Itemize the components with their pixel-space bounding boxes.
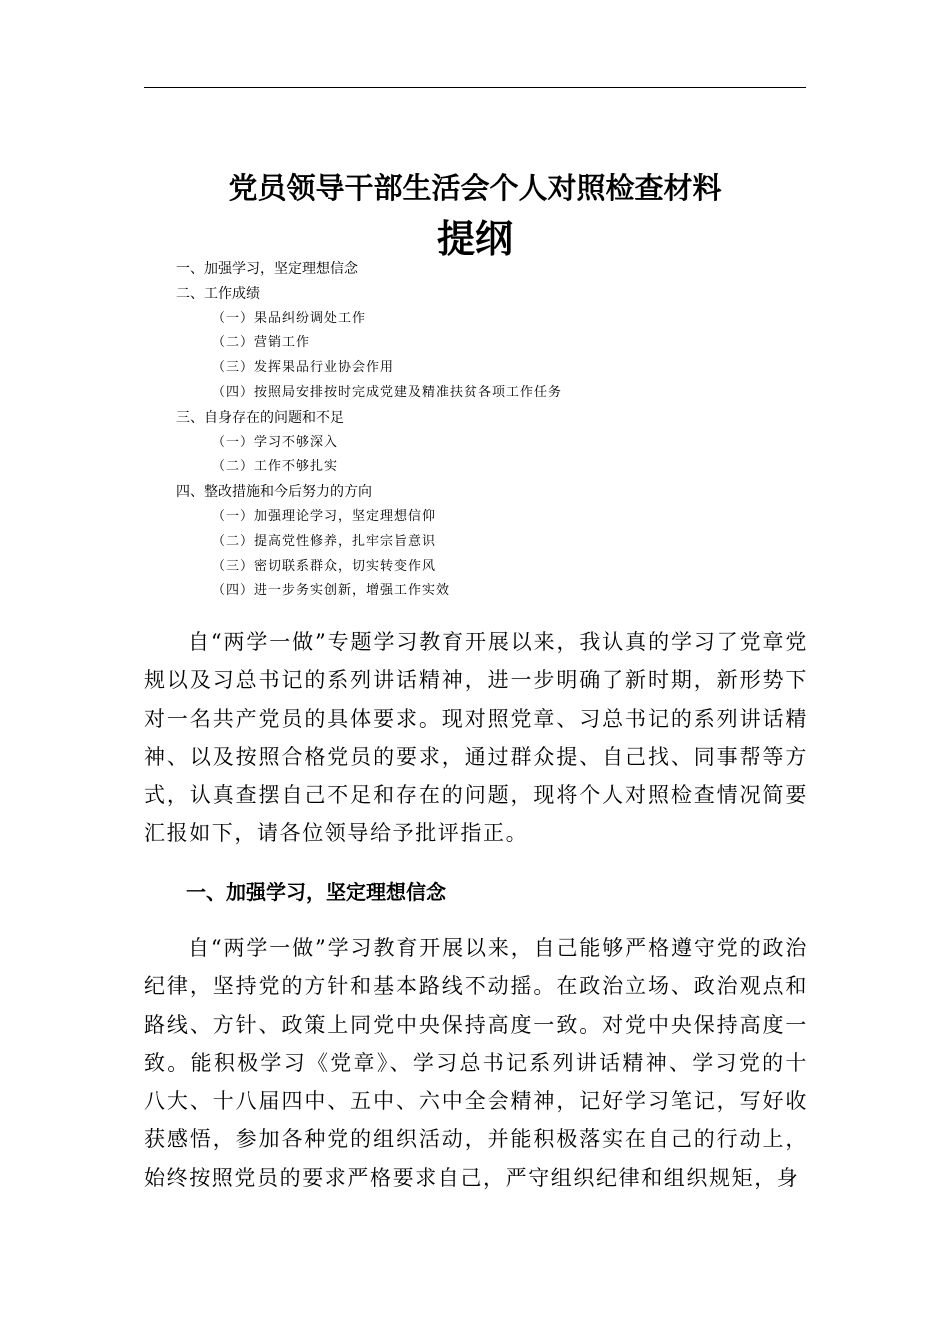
outline-subitem: （一）果品纠纷调处工作 <box>212 310 367 326</box>
outline-subitem: （二）营销工作 <box>212 335 311 351</box>
outline-item: 一、加强学习，坚定理想信念 <box>176 261 358 277</box>
outline-subitem: （一）学习不够深入 <box>212 434 339 450</box>
outline-subitem: （二）提高党性修养，扎牢宗旨意识 <box>212 533 437 549</box>
outline-subitem: （四）进一步务实创新，增强工作实效 <box>212 583 451 599</box>
section-heading: 一、加强学习，坚定理想信念 <box>186 880 446 904</box>
outline-subitem: （三）发挥果品行业协会作用 <box>212 360 395 376</box>
outline-subitem: （一）加强理论学习，坚定理想信仰 <box>212 508 437 524</box>
outline-subitem: （三）密切联系群众，切实转变作风 <box>212 558 437 574</box>
document-title: 党员领导干部生活会个人对照检查材料 <box>228 171 722 205</box>
outline-item: 三、自身存在的问题和不足 <box>176 409 344 426</box>
outline-list <box>176 257 796 604</box>
outline-subitem: （四）按照局安排按时完成党建及精准扶贫各项工作任务 <box>212 384 563 400</box>
intro-paragraph: 自“两学一做”专题学习教育开展以来，我认真的学习了党章党规以及习总书记的系列讲话精神，进一步明确了新时期，新形势下对一名共产党员的具体要求。现对照党章、习总书记的系列讲话精神、以及按照合格党员的要求，通过群众提、自己找、同事帮等方式，认真查摆自己不足和存在的问题，现将个人对照检查情况简要汇报如下，请各位领导给予批评指正。 <box>144 630 808 846</box>
header-rule <box>144 87 806 88</box>
outline-subitem: （二）工作不够扎实 <box>212 459 339 475</box>
outline-item: 二、工作成绩 <box>176 285 260 302</box>
section-paragraph: 自“两学一做”学习教育开展以来，自己能够严格遵守党的政治纪律，坚持党的方针和基本路线不动摇。在政治立场、政治观点和路线、方针、政策上同党中央保持高度一致。对党中央保持高度一致。能积极学习《党章》、学习总书记系列讲话精神、学习党的十八大、十八届四中、五中、六中全会精神，记好学习笔记，写好收获感悟，参加各种党的组织活动，并能积极落实在自己的行动上，始终按照党员的要求严格要求自己，严守组织纪律和组织规矩，身 <box>144 936 808 1190</box>
outline-item: 四、整改措施和今后努力的方向 <box>176 484 372 501</box>
document-subtitle: 提纲 <box>436 217 513 261</box>
